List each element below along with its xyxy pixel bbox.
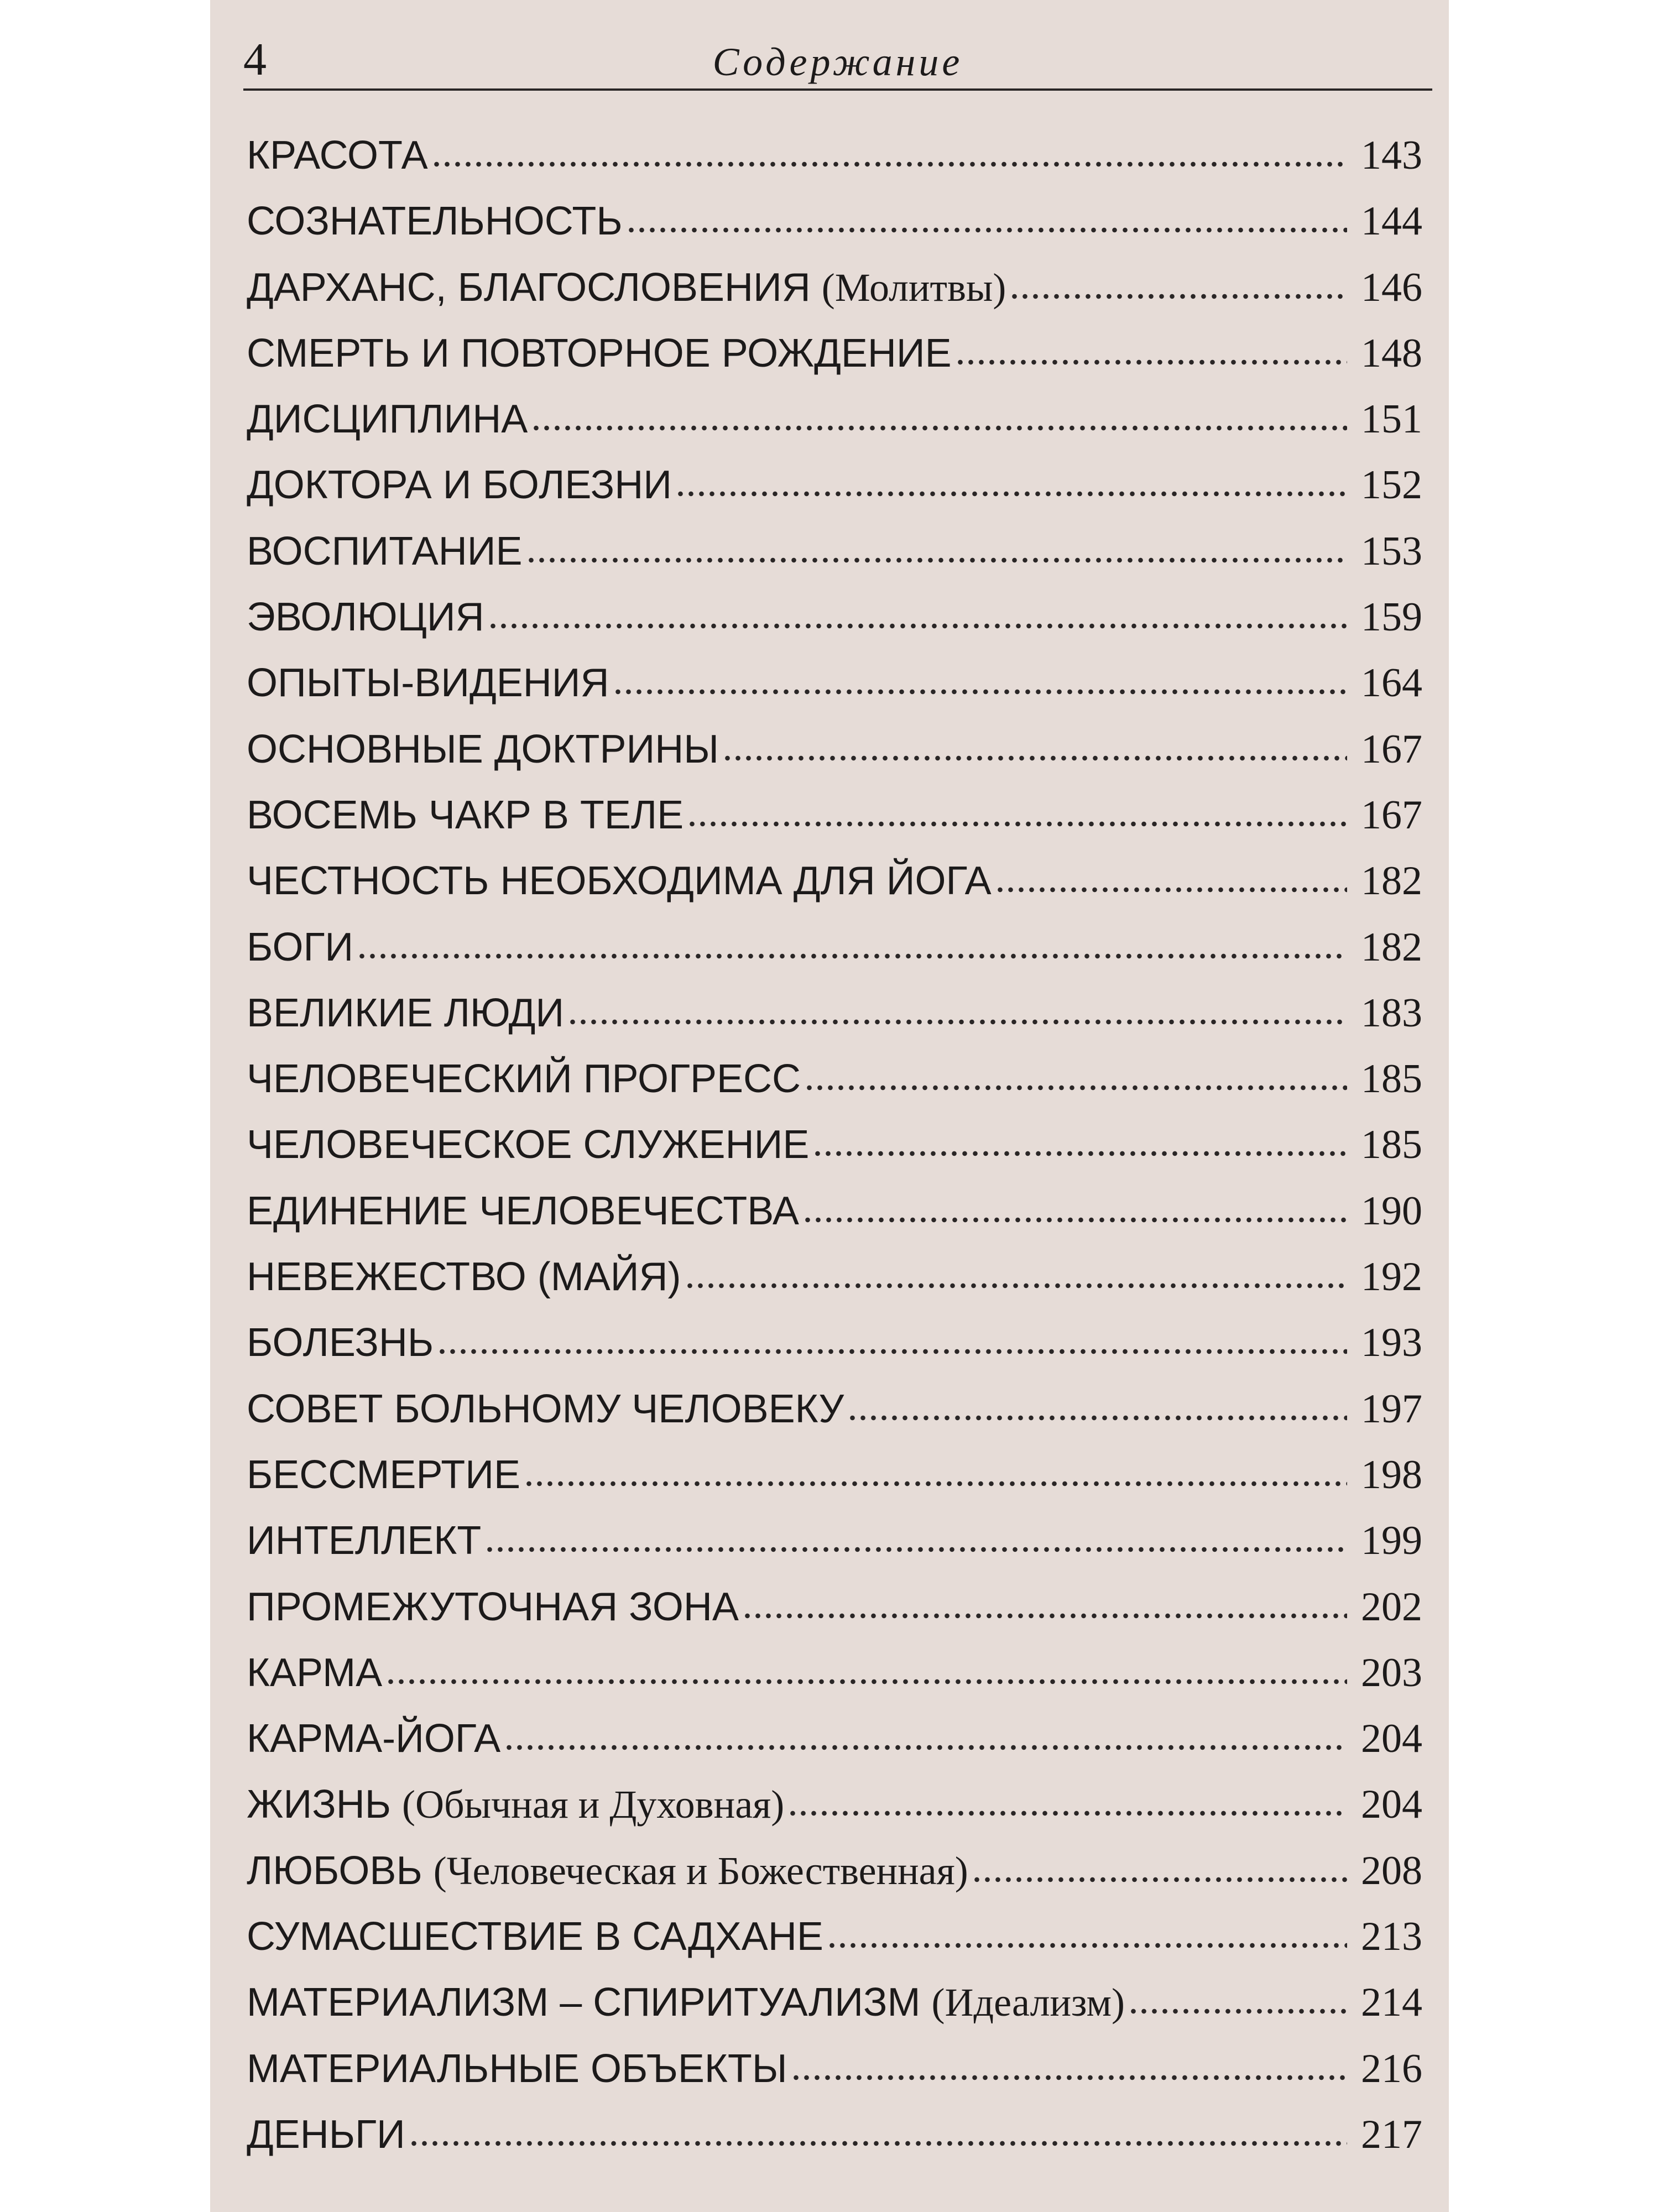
- toc-entry-title: [247, 848, 992, 914]
- dot-leader: [626, 226, 1347, 234]
- dot-leader: [995, 885, 1347, 894]
- dot-leader: [437, 1347, 1347, 1356]
- toc-entry-heading: ДАРХАНС, БЛАГОСЛОВЕНИЯ: [247, 265, 811, 310]
- toc-entry: [247, 123, 1422, 189]
- toc-entry-page-number: 192: [1361, 1254, 1422, 1300]
- toc-entry-page-number: 159: [1361, 594, 1422, 640]
- toc-entry-page-number: 202: [1361, 1584, 1422, 1630]
- toc-entry-title: [247, 782, 684, 848]
- toc-entry-title: [247, 1178, 799, 1244]
- toc-entry: [247, 1970, 1422, 2036]
- toc-entry-subtitle: (Идеализм): [931, 1980, 1125, 2025]
- toc-entry: [247, 1112, 1422, 1178]
- dot-leader: [488, 622, 1347, 630]
- toc-entry-title: [247, 189, 623, 254]
- toc-entry-heading: БОЛЕЗНЬ: [247, 1321, 434, 1365]
- toc-entry: [247, 387, 1422, 452]
- toc-entry-page-number: 198: [1361, 1452, 1422, 1498]
- toc-entry-title: [247, 387, 528, 452]
- dot-leader: [722, 754, 1347, 763]
- toc-entry-subtitle: (Обычная и Духовная): [401, 1782, 785, 1827]
- dot-leader: [802, 1215, 1347, 1224]
- toc-entry-title: [247, 1112, 809, 1178]
- toc-entry-heading: НЕВЕЖЕСТВО (МАЙЯ): [247, 1255, 681, 1300]
- toc-entry: [247, 1310, 1422, 1376]
- dot-leader: [526, 556, 1347, 565]
- toc-entry-page-number: 199: [1361, 1518, 1422, 1564]
- toc-entry-page-number: 204: [1361, 1716, 1422, 1762]
- toc-entry: [247, 915, 1422, 980]
- toc-entry-title: [247, 585, 484, 650]
- toc-entry-title: [247, 321, 952, 387]
- toc-entry-title: [247, 1838, 968, 1904]
- toc-entry: [247, 1706, 1422, 1772]
- toc-entry-title: [247, 1904, 823, 1970]
- toc-entry-title: [247, 1640, 382, 1706]
- dot-leader: [685, 1281, 1348, 1290]
- toc-entry-page-number: 185: [1361, 1056, 1422, 1102]
- book-page: [210, 0, 1449, 2212]
- toc-entry-heading: ЖИЗНЬ: [247, 1782, 391, 1827]
- dot-leader: [675, 489, 1347, 498]
- toc-entry-title: [247, 519, 523, 585]
- toc-entry-page-number: 203: [1361, 1650, 1422, 1695]
- toc-entry-page-number: 167: [1361, 792, 1422, 838]
- toc-entry: [247, 1640, 1422, 1706]
- toc-entry: [247, 650, 1422, 716]
- toc-entry: [247, 1178, 1422, 1244]
- toc-entry-page-number: 143: [1361, 133, 1422, 178]
- toc-entry-subtitle: (Человеческая и Божественная): [433, 1848, 968, 1893]
- toc-entry-heading: ИНТЕЛЛЕКТ: [247, 1519, 482, 1563]
- dot-leader: [1009, 292, 1347, 301]
- dot-leader: [827, 1941, 1347, 1950]
- dot-leader: [484, 1545, 1347, 1554]
- toc-entry-title: [247, 1574, 739, 1640]
- toc-entry-heading: КРАСОТА: [247, 133, 428, 178]
- dot-leader: [1128, 2007, 1347, 2016]
- toc-entry-heading: ЭВОЛЮЦИЯ: [247, 595, 484, 640]
- toc-entry: [247, 1376, 1422, 1442]
- toc-entry-heading: КАРМА-ЙОГА: [247, 1717, 501, 1761]
- toc-entry-heading: ОПЫТЫ-ВИДЕНИЯ: [247, 661, 609, 706]
- toc-entry: [247, 1442, 1422, 1508]
- toc-entry-title: [247, 1046, 801, 1112]
- toc-entry-title: [247, 1442, 520, 1508]
- dot-leader: [955, 358, 1347, 367]
- dot-leader: [787, 1809, 1347, 1818]
- toc-entry: [247, 1046, 1422, 1112]
- toc-entry-title: [247, 1310, 434, 1376]
- toc-entry: [247, 585, 1422, 650]
- toc-entry: [247, 519, 1422, 585]
- toc-entry-page-number: 182: [1361, 858, 1422, 904]
- toc-entry-page-number: 185: [1361, 1122, 1422, 1168]
- toc-entry-title: [247, 2102, 405, 2168]
- toc-entry-heading: СОВЕТ БОЛЬНОМУ ЧЕЛОВЕКУ: [247, 1386, 844, 1431]
- toc-entry: [247, 717, 1422, 782]
- toc-entry-page-number: 183: [1361, 990, 1422, 1036]
- toc-entry-heading: ВОСПИТАНИЕ: [247, 529, 523, 573]
- toc-entry-heading: ЧЕСТНОСТЬ НЕОБХОДИМА ДЛЯ ЙОГА: [247, 859, 992, 904]
- toc-entry-title: [247, 915, 353, 980]
- dot-leader: [385, 1677, 1347, 1686]
- toc-entry-heading: ДОКТОРА И БОЛЕЗНИ: [247, 463, 672, 508]
- toc-entry-heading: БЕССМЕРТИЕ: [247, 1452, 520, 1497]
- toc-entry-title: [247, 1508, 481, 1574]
- toc-entry-page-number: 193: [1361, 1320, 1422, 1366]
- toc-entry-heading: МАТЕРИАЛИЗМ – СПИРИТУАЛИЗМ: [247, 1980, 921, 2025]
- dot-leader: [504, 1743, 1347, 1752]
- page-header: [243, 28, 1432, 91]
- toc-entry-page-number: 217: [1361, 2111, 1422, 2157]
- toc-entry-heading: ДЕНЬГИ: [247, 2112, 405, 2157]
- toc-entry-heading: ВЕЛИКИЕ ЛЮДИ: [247, 990, 565, 1035]
- toc-entry-title: [247, 980, 564, 1046]
- dot-leader: [804, 1083, 1347, 1092]
- toc-entry-heading: ПРОМЕЖУТОЧНАЯ ЗОНА: [247, 1584, 739, 1629]
- toc-entry-title: [247, 123, 428, 189]
- toc-entry: [247, 1838, 1422, 1904]
- toc-entry-heading: МАТЕРИАЛЬНЫЕ ОБЪЕКТЫ: [247, 2046, 787, 2091]
- toc-entry-heading: СУМАСШЕСТВИЕ В САДХАНЕ: [247, 1914, 823, 1959]
- dot-leader: [524, 1479, 1347, 1488]
- dot-leader: [687, 820, 1347, 828]
- toc-entry-title: [247, 1706, 500, 1772]
- toc-entry: [247, 452, 1422, 518]
- toc-entry: [247, 255, 1422, 321]
- dot-leader: [791, 2073, 1347, 2082]
- toc-entry-title: [247, 2036, 787, 2102]
- toc-entry-heading: СМЕРТЬ И ПОВТОРНОЕ РОЖДЕНИЕ: [247, 331, 952, 375]
- dot-leader: [409, 2139, 1347, 2148]
- toc-entry: [247, 782, 1422, 848]
- toc-entry-page-number: 153: [1361, 528, 1422, 574]
- toc-entry-title: [247, 1772, 784, 1838]
- toc-entry-heading: БОГИ: [247, 925, 354, 969]
- toc-entry-page-number: 152: [1361, 462, 1422, 508]
- toc-entry: [247, 321, 1422, 387]
- toc-entry-page-number: 182: [1361, 924, 1422, 970]
- dot-leader: [613, 687, 1348, 696]
- toc-entry-title: [247, 1244, 681, 1310]
- dot-leader: [847, 1413, 1347, 1422]
- toc-entry-title: [247, 650, 609, 716]
- running-title: Содержание: [712, 40, 963, 84]
- toc-entry: [247, 1508, 1422, 1574]
- dot-leader: [972, 1875, 1347, 1884]
- toc-entry-page-number: 146: [1361, 264, 1422, 310]
- toc-entry-page-number: 151: [1361, 397, 1422, 442]
- toc-entry-subtitle: (Молитвы): [821, 265, 1006, 310]
- toc-entry-page-number: 144: [1361, 199, 1422, 244]
- toc-entry-heading: СОЗНАТЕЛЬНОСТЬ: [247, 199, 623, 244]
- dot-leader: [567, 1018, 1347, 1026]
- toc-entry: [247, 1904, 1422, 1970]
- toc-entry-page-number: 214: [1361, 1980, 1422, 2026]
- toc-entry: [247, 2102, 1422, 2168]
- toc-entry-title: [247, 255, 1006, 321]
- toc-entry-heading: ЕДИНЕНИЕ ЧЕЛОВЕЧЕСТВА: [247, 1188, 799, 1233]
- toc-entry-page-number: 190: [1361, 1188, 1422, 1234]
- toc-entry-heading: ЧЕЛОВЕЧЕСКИЙ ПРОГРЕСС: [247, 1057, 801, 1102]
- toc-entry: [247, 1574, 1422, 1640]
- toc-entry-heading: ОСНОВНЫЕ ДОКТРИНЫ: [247, 727, 719, 771]
- toc-entry: [247, 848, 1422, 914]
- toc-entry-heading: ЛЮБОВЬ: [247, 1848, 422, 1893]
- toc-entry-title: [247, 717, 719, 782]
- page-number: 4: [243, 34, 267, 85]
- toc-entry-heading: ЧЕЛОВЕЧЕСКОЕ СЛУЖЕНИЕ: [247, 1123, 810, 1167]
- toc-entry-title: [247, 1376, 844, 1442]
- dot-leader: [812, 1149, 1347, 1158]
- dot-leader: [431, 160, 1347, 169]
- dot-leader: [531, 424, 1347, 432]
- table-of-contents: [247, 123, 1422, 2168]
- dot-leader: [357, 952, 1347, 961]
- toc-entry: [247, 189, 1422, 254]
- toc-entry: [247, 980, 1422, 1046]
- toc-entry: [247, 2036, 1422, 2102]
- toc-entry-heading: КАРМА: [247, 1650, 383, 1695]
- toc-entry: [247, 1244, 1422, 1310]
- toc-entry-page-number: 164: [1361, 660, 1422, 706]
- toc-entry: [247, 1772, 1422, 1838]
- dot-leader: [742, 1611, 1347, 1620]
- toc-entry-title: [247, 1970, 1125, 2036]
- toc-entry-page-number: 148: [1361, 330, 1422, 376]
- toc-entry-page-number: 213: [1361, 1914, 1422, 1960]
- toc-entry-title: [247, 452, 672, 518]
- toc-entry-page-number: 208: [1361, 1848, 1422, 1893]
- toc-entry-page-number: 197: [1361, 1386, 1422, 1432]
- toc-entry-page-number: 167: [1361, 726, 1422, 772]
- toc-entry-heading: ВОСЕМЬ ЧАКР В ТЕЛЕ: [247, 792, 684, 837]
- toc-entry-page-number: 204: [1361, 1782, 1422, 1828]
- toc-entry-page-number: 216: [1361, 2046, 1422, 2091]
- toc-entry-heading: ДИСЦИПЛИНА: [247, 397, 528, 442]
